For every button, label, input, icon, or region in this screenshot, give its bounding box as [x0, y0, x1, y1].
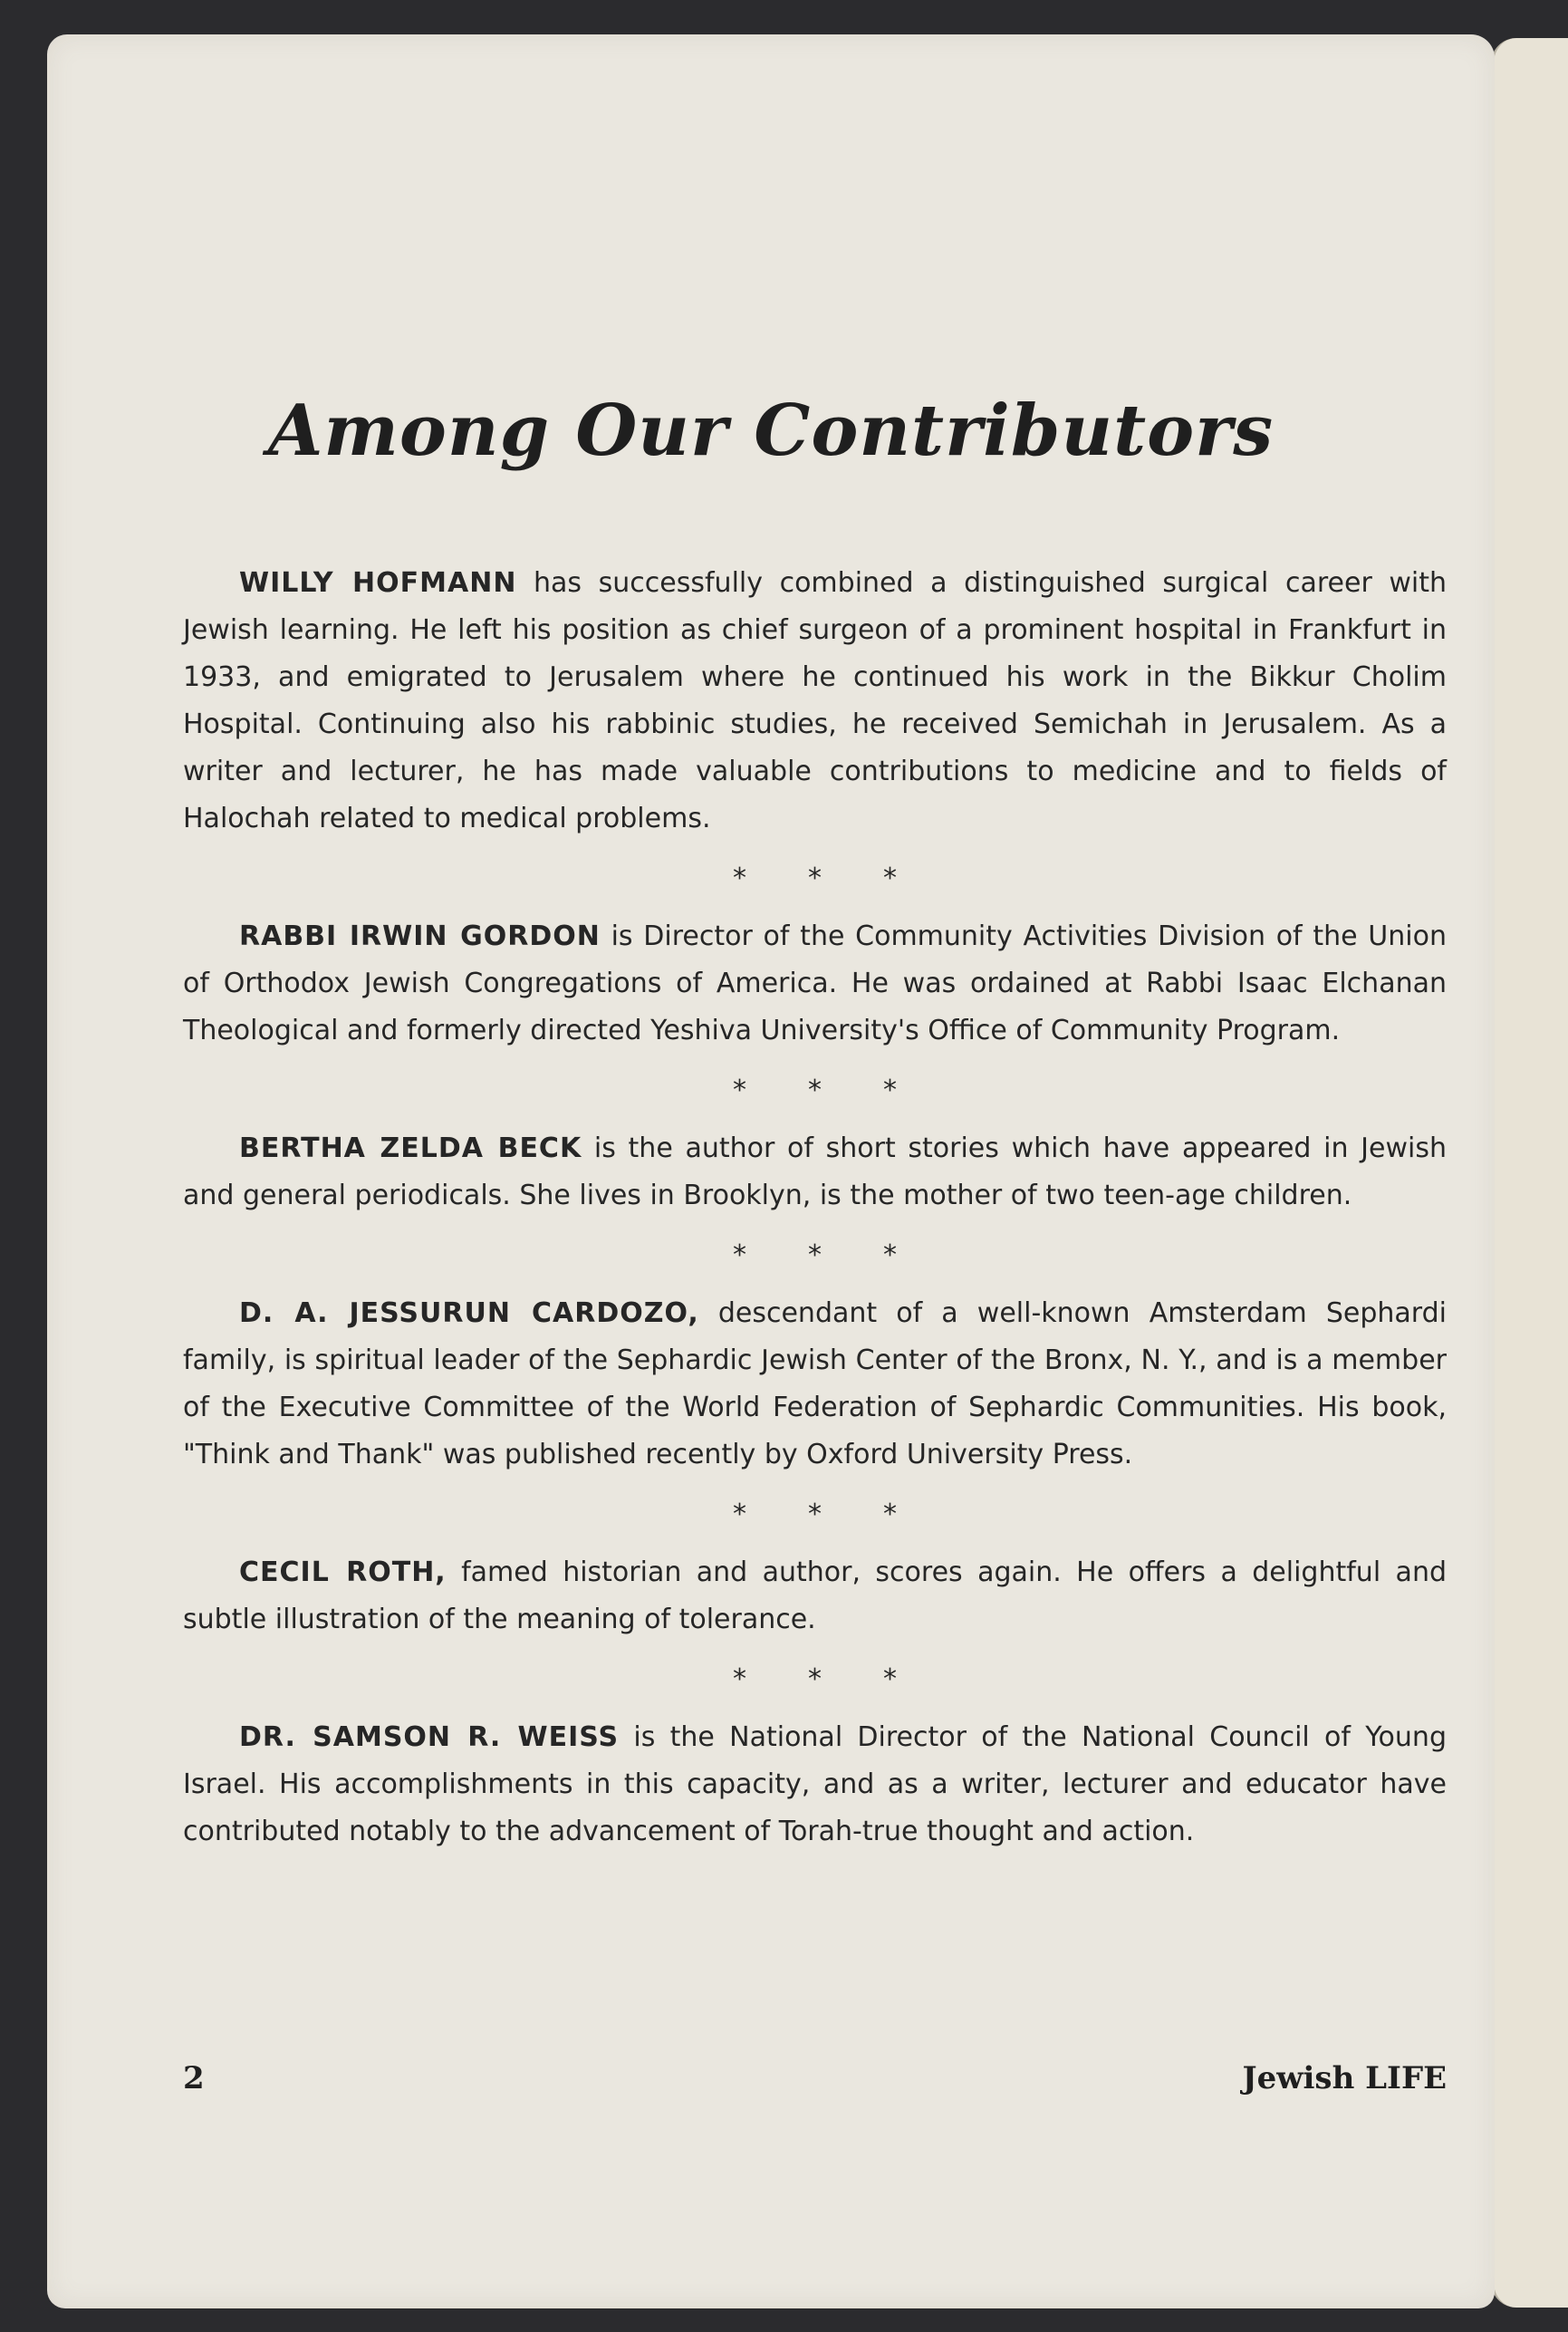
contributor-name: CECIL ROTH, — [239, 1556, 447, 1588]
contributor-name: RABBI IRWIN GORDON — [239, 920, 601, 952]
asterisk: * — [733, 1074, 746, 1106]
contributor-bio: has successfully combined a distinguished surgical career with Jewish learning. He left his position as chief surgeon of a prominent hospital in Frankfurt in 1933, and emigrated to Jerusalem where he continued his work in the Bikkur Cholim Hospital. Continuing also his rabbinic studies, he received Semichah in Jerusalem. As a writer and lecturer, he has made valuable contributions to medicine and to fields of Halochah related to medical problems. — [183, 567, 1448, 834]
asterisk: * — [733, 1663, 746, 1695]
publication-name: Jewish LIFE — [1242, 2060, 1447, 2096]
asterisk: * — [808, 862, 822, 894]
section-separator — [183, 1491, 1447, 1538]
section-separator — [183, 1232, 1447, 1279]
contributor-bio: is the National Director of the National Council of Young Israel. His accomplishments in this capacity, and as a writer, lecturer and educator have contributed notably to the advancement of Torah-true thought and action. — [183, 1721, 1447, 1847]
asterisk: * — [808, 1663, 822, 1695]
contributor-name: BERTHA ZELDA BECK — [239, 1132, 582, 1164]
page-footer — [183, 2060, 1447, 2096]
contributor-bio: is the author of short stories which have appeared in Jewish and general periodicals. She lives in Brooklyn, is the mother of two teen-age children. — [183, 1132, 1447, 1211]
asterisk: * — [808, 1239, 822, 1271]
contributor-name: D. A. JESSURUN CARDOZO, — [239, 1297, 699, 1329]
contributor-entry — [183, 1290, 1447, 1479]
asterisk: * — [883, 1663, 897, 1695]
magazine-page — [47, 34, 1495, 2308]
page-title: Among Our Contributors — [267, 390, 1275, 472]
contributors-list — [183, 560, 1447, 1855]
contributor-entry — [183, 1125, 1447, 1219]
asterisk: * — [883, 862, 897, 894]
asterisk: * — [883, 1074, 897, 1106]
contributor-entry — [183, 1549, 1447, 1643]
contributor-name: WILLY HOFMANN — [239, 567, 517, 599]
asterisk: * — [808, 1498, 822, 1530]
section-separator — [183, 1656, 1447, 1703]
asterisk: * — [733, 862, 746, 894]
asterisk: * — [733, 1239, 746, 1271]
section-separator — [183, 1067, 1447, 1114]
contributor-bio: descendant of a well-known Amsterdam Sephardi family, is spiritual leader of the Sephardic Jewish Center of the Bronx, N. Y., and is a member of the Executive Committee of the World Federation of Sephardic Communities. His book, "Think and Thank" was published recently by Oxford University Press. — [183, 1297, 1447, 1470]
contributor-entry — [183, 913, 1447, 1055]
asterisk: * — [733, 1498, 746, 1530]
contributor-entry — [183, 560, 1447, 843]
section-separator — [183, 855, 1447, 902]
contributor-name: DR. SAMSON R. WEISS — [239, 1721, 620, 1753]
adjacent-page-edge — [1491, 38, 1568, 2308]
asterisk: * — [883, 1498, 897, 1530]
contributor-entry — [183, 1714, 1447, 1855]
asterisk: * — [883, 1239, 897, 1271]
contributor-bio: famed historian and author, scores again. He offers a delightful and subtle illustration of the meaning of tolerance. — [183, 1556, 1448, 1635]
asterisk: * — [808, 1074, 822, 1106]
contributor-bio: is Director of the Community Activities Division of the Union of Orthodox Jewish Congregations of America. He was ordained at Rabbi Isaac Elchanan Theological and formerly directed Yeshiva University's Office of Community Program. — [183, 920, 1447, 1046]
page-number: 2 — [183, 2060, 205, 2096]
